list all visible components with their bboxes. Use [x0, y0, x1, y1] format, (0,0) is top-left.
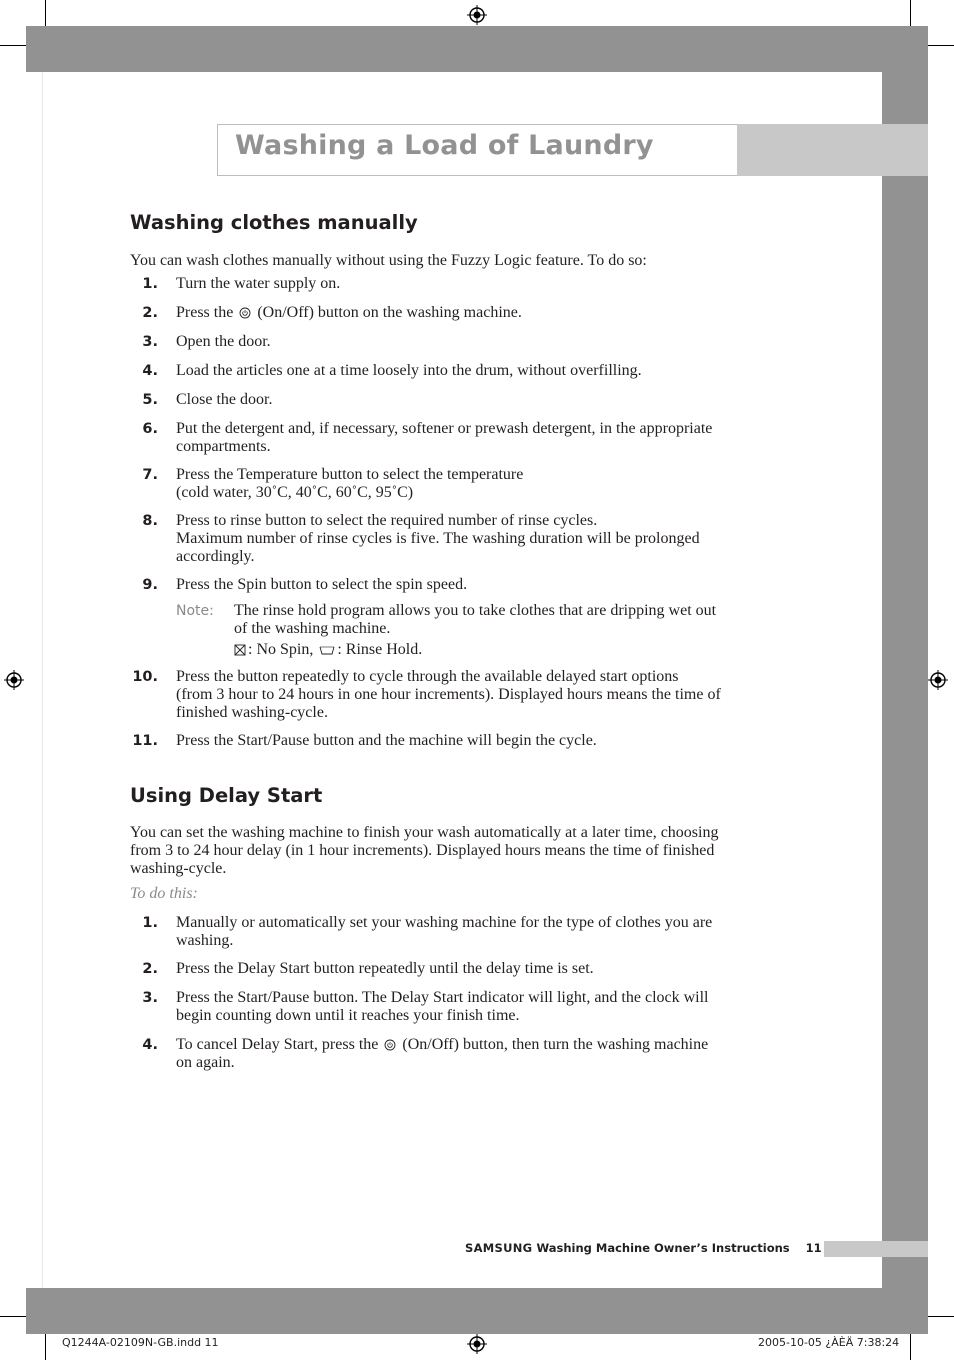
step-number: 1.	[142, 276, 158, 292]
rinse-hold-label: : Rinse Hold.	[337, 641, 423, 658]
crop-mark	[928, 1316, 954, 1317]
step-line: Press to rinse button to select the required number of rinse cycles.	[176, 512, 598, 529]
crop-mark	[0, 1316, 26, 1317]
section-intro	[130, 824, 798, 878]
registration-mark-icon	[467, 5, 487, 25]
note-legend	[234, 641, 798, 659]
right-print-band	[882, 72, 928, 1288]
note-label: Note:	[176, 603, 214, 619]
bottom-print-band	[26, 1288, 928, 1334]
footer-description: Washing Machine Owner’s Instructions	[536, 1241, 790, 1255]
step-line	[176, 1036, 798, 1054]
step-number: 10.	[132, 669, 158, 685]
footer-accent-bar	[824, 1241, 928, 1257]
section-heading-manual: Washing clothes manually	[130, 211, 418, 234]
step-number: 3.	[142, 334, 158, 350]
step-text	[176, 466, 798, 502]
crop-mark	[45, 0, 46, 26]
registration-mark-icon	[4, 670, 24, 690]
step-line: Maximum number of rinse cycles is five. The washing duration will be prolonged	[176, 530, 700, 547]
step-number: 3.	[142, 990, 158, 1006]
power-icon	[384, 1039, 396, 1051]
power-icon	[239, 307, 251, 319]
step-line: accordingly.	[176, 548, 255, 565]
step-text: Close the door.	[176, 391, 273, 408]
page-footer	[465, 1241, 822, 1255]
step-text	[176, 1036, 798, 1072]
page-title: Washing a Load of Laundry	[235, 130, 654, 161]
step-number: 2.	[142, 305, 158, 321]
step-number: 5.	[142, 392, 158, 408]
step-number: 4.	[142, 1037, 158, 1053]
file-slug: Q1244A-02109N-GB.indd 11	[62, 1336, 219, 1349]
step-text	[176, 304, 798, 322]
step-number: 1.	[142, 915, 158, 931]
step-line: begin counting down until it reaches your finish time.	[176, 1007, 520, 1024]
step-text: Press the Delay Start button repeatedly until the delay time is set.	[176, 960, 594, 977]
step-line: Press the Start/Pause button. The Delay Start indicator will light, and the clock will	[176, 989, 709, 1006]
left-margin-line	[42, 72, 43, 1288]
step-text	[176, 420, 798, 456]
page-number: 11	[805, 1241, 822, 1255]
step-number: 6.	[142, 421, 158, 437]
no-spin-icon	[234, 644, 246, 656]
no-spin-label: : No Spin,	[248, 641, 314, 658]
step-number: 4.	[142, 363, 158, 379]
crop-mark	[928, 45, 954, 46]
step-text	[176, 512, 798, 566]
step-line: Manually or automatically set your washing machine for the type of clothes you are	[176, 914, 713, 931]
note-line: of the washing machine.	[234, 620, 391, 637]
intro-line: from 3 to 24 hour delay (in 1 hour increments). Displayed hours means the time of finished	[130, 842, 715, 859]
step-number: 2.	[142, 961, 158, 977]
step-line: (cold water, 30˚C, 40˚C, 60˚C, 95˚C)	[176, 484, 414, 501]
step-line: (from 3 hour to 24 hours in one hour increments). Displayed hours means the time of	[176, 686, 721, 703]
rinse-hold-icon	[319, 644, 335, 656]
step-text: Turn the water supply on.	[176, 275, 341, 292]
step-line: washing.	[176, 932, 234, 949]
step-text: Press the Start/Pause button and the machine will begin the cycle.	[176, 732, 597, 749]
step-number: 8.	[142, 513, 158, 529]
step-line: finished washing-cycle.	[176, 704, 328, 721]
brand-name: SAMSUNG	[465, 1241, 533, 1255]
intro-line: You can set the washing machine to finish your wash automatically at a later time, choosing	[130, 824, 719, 841]
intro-line: washing-cycle.	[130, 860, 227, 877]
step-text	[176, 914, 798, 950]
step-line: on again.	[176, 1054, 235, 1071]
title-accent-bar	[737, 124, 928, 176]
step-text-part: Press the	[176, 304, 234, 321]
step-text: Open the door.	[176, 333, 271, 350]
note-text	[234, 602, 798, 659]
step-text: Load the articles one at a time loosely into the drum, without overfilling.	[176, 362, 642, 379]
top-print-band	[26, 26, 928, 72]
note-line: The rinse hold program allows you to take clothes that are dripping wet out	[234, 602, 717, 619]
crop-mark	[45, 1334, 46, 1360]
step-text-part: (On/Off) button on the washing machine.	[257, 304, 522, 321]
step-number: 11.	[132, 733, 158, 749]
step-text-part: (On/Off) button, then turn the washing machine	[402, 1036, 709, 1053]
step-text-part: To cancel Delay Start, press the	[176, 1036, 379, 1053]
section-heading-delay: Using Delay Start	[130, 784, 323, 807]
crop-mark	[910, 1334, 911, 1360]
registration-mark-icon	[928, 670, 948, 690]
step-line: Press the Temperature button to select the temperature	[176, 466, 524, 483]
section-intro: You can wash clothes manually without using the Fuzzy Logic feature. To do so:	[130, 252, 647, 269]
date-slug: 2005-10-05 ¿ÀÈÄ 7:38:24	[758, 1336, 900, 1349]
step-text	[176, 989, 798, 1025]
crop-mark	[910, 0, 911, 26]
step-text	[176, 668, 798, 722]
step-line: Press the button repeatedly to cycle through the available delayed start options	[176, 668, 679, 685]
step-text: Press the Spin button to select the spin speed.	[176, 576, 468, 593]
crop-mark	[0, 45, 26, 46]
step-number: 9.	[142, 577, 158, 593]
todo-label: To do this:	[130, 885, 198, 902]
step-line: compartments.	[176, 438, 271, 455]
step-line: Put the detergent and, if necessary, softener or prewash detergent, in the appropriate	[176, 420, 713, 437]
registration-mark-icon	[467, 1334, 487, 1354]
step-number: 7.	[142, 467, 158, 483]
